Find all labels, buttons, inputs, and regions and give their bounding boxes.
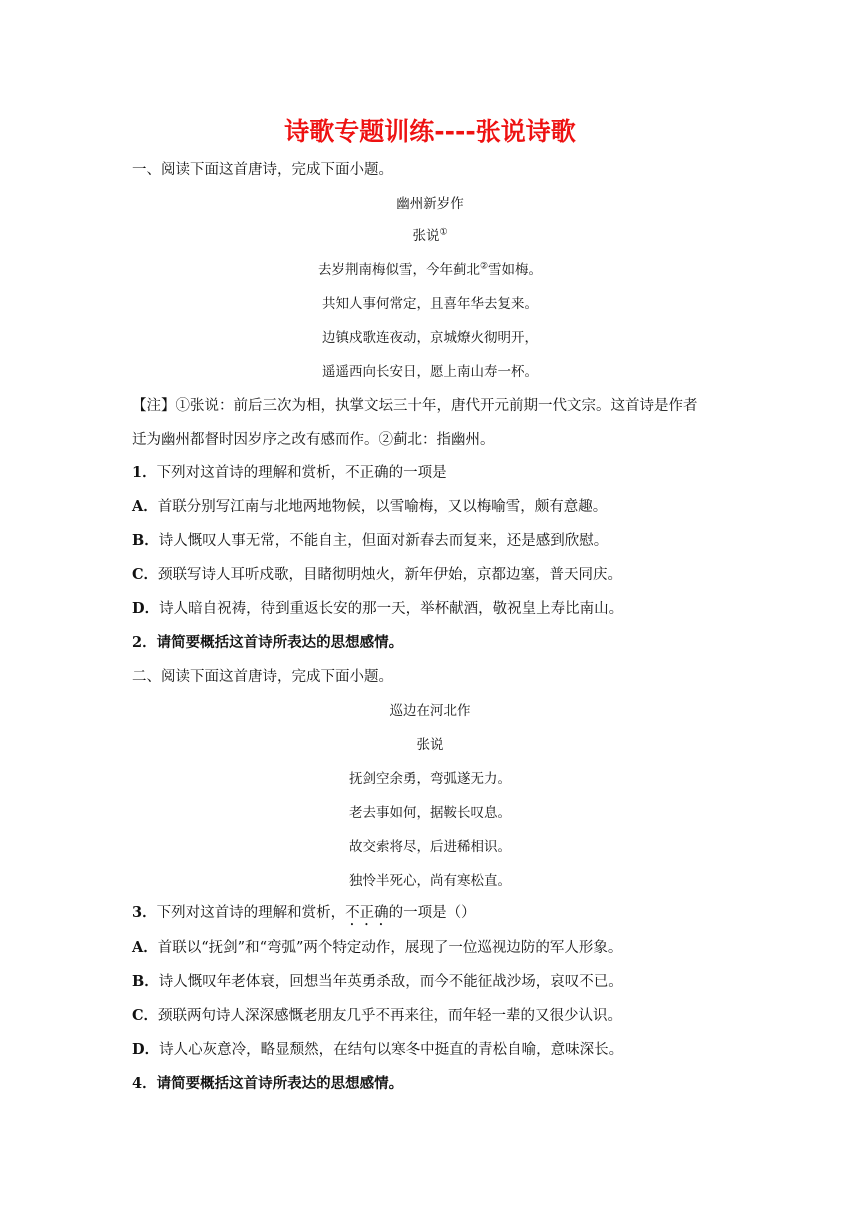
option-letter: B． <box>132 532 159 549</box>
option-text: 首联以“抚剑”和“弯弧”两个特定动作，展现了一位巡视边防的军人形象。 <box>157 940 623 956</box>
option-text: 诗人慨叹人事无常，不能自主，但面对新春去而复来，还是感到欣慰。 <box>158 533 609 549</box>
question-text: 请简要概括这首诗所表达的思想感情。 <box>156 1075 404 1092</box>
question-number: 4． <box>132 1075 157 1092</box>
poem1-line: 遥遥西向长安日，愿上南山寿一杯。 <box>322 364 538 380</box>
question-text: 下列对这首诗的理解和赏析， <box>156 905 346 921</box>
poem1-author-name: 张说 <box>412 228 440 244</box>
question-2 <box>132 631 403 652</box>
poem1-note-mark: ② <box>479 261 489 272</box>
option-a <box>132 495 607 516</box>
poem1-author <box>0 224 860 244</box>
option-text: 首联分别写江南与北地两地物候，以雪喻梅，又以梅喻雪，颇有意趣。 <box>157 499 608 515</box>
option-letter: C． <box>132 1007 159 1024</box>
emphasized-text: 不正确 <box>345 905 389 921</box>
option-c <box>132 563 622 584</box>
question-3 <box>132 901 476 929</box>
question-number: 2． <box>132 634 157 651</box>
option-text: 诗人慨叹年老体衰，回想当年英勇杀敌，而今不能征战沙场，哀叹不已。 <box>158 974 623 990</box>
poem2-line: 抚剑空余勇，弯弧遂无力。 <box>349 771 511 787</box>
question-text: 下列对这首诗的理解和赏析，不正确的一项是 <box>156 465 447 481</box>
option-letter: D． <box>132 1041 160 1058</box>
poem2-line: 老去事如何，据鞍长叹息。 <box>349 805 511 821</box>
option-letter: C． <box>132 566 159 583</box>
option-letter: A． <box>132 498 158 515</box>
option-d <box>132 1038 623 1059</box>
page-title: 诗歌专题训练----张说诗歌 <box>284 117 576 146</box>
poem1-author-note-mark: ① <box>439 227 448 238</box>
option-b <box>132 529 608 550</box>
question-text: 请简要概括这首诗所表达的思想感情。 <box>156 634 404 651</box>
option-b <box>132 970 623 991</box>
option-d <box>132 597 623 618</box>
question-number: 3． <box>132 904 157 921</box>
option-text: 诗人暗自祝祷，待到重返长安的那一天，举杯献酒，敬祝皇上寿比南山。 <box>159 601 624 617</box>
question-number: 1． <box>132 464 157 481</box>
question-1 <box>132 461 447 482</box>
poem1-title: 幽州新岁作 <box>396 196 464 212</box>
poem1-line: 共知人事何常定，且喜年华去复来。 <box>322 296 538 312</box>
note-line: 迁为幽州都督时因岁序之改有感而作。②蓟北：指幽州。 <box>132 432 495 448</box>
option-letter: D． <box>132 600 160 617</box>
poem1-line-part: 去岁荆南梅似雪，今年蓟北 <box>317 262 480 278</box>
poem2-line: 独怜半死心，尚有寒松直。 <box>349 873 511 889</box>
note-line: 【注】①张说：前后三次为相，执掌文坛三十年，唐代开元前期一代文宗。这首诗是作者 <box>132 398 698 414</box>
poem2-line: 故交索将尽，后进稀相识。 <box>349 839 511 855</box>
section2-heading: 二、阅读下面这首唐诗，完成下面小题。 <box>132 669 393 685</box>
question-text: 的一项是（） <box>388 905 476 921</box>
question-4 <box>132 1072 403 1093</box>
option-text: 颈联写诗人耳听戍歌，目睹彻明烛火，新年伊始，京都边塞，普天同庆。 <box>158 567 623 583</box>
option-text: 颈联两句诗人深深感慨老朋友几乎不再来往，而年轻一辈的又很少认识。 <box>158 1008 623 1024</box>
section1-heading: 一、阅读下面这首唐诗，完成下面小题。 <box>132 162 393 178</box>
poem1-line-part: 雪如梅。 <box>488 262 543 278</box>
poem2-title: 巡边在河北作 <box>389 703 471 719</box>
option-letter: B． <box>132 973 159 990</box>
poem1-line: 边镇戍歌连夜动，京城燎火彻明开， <box>322 330 538 346</box>
poem1-line <box>0 258 860 278</box>
option-text: 诗人心灰意冷，略显颓然，在结句以寒冬中挺直的青松自喻，意味深长。 <box>159 1042 624 1058</box>
option-letter: A． <box>132 939 158 956</box>
option-c <box>132 1004 622 1025</box>
poem2-author: 张说 <box>416 737 444 753</box>
option-a <box>132 936 622 957</box>
